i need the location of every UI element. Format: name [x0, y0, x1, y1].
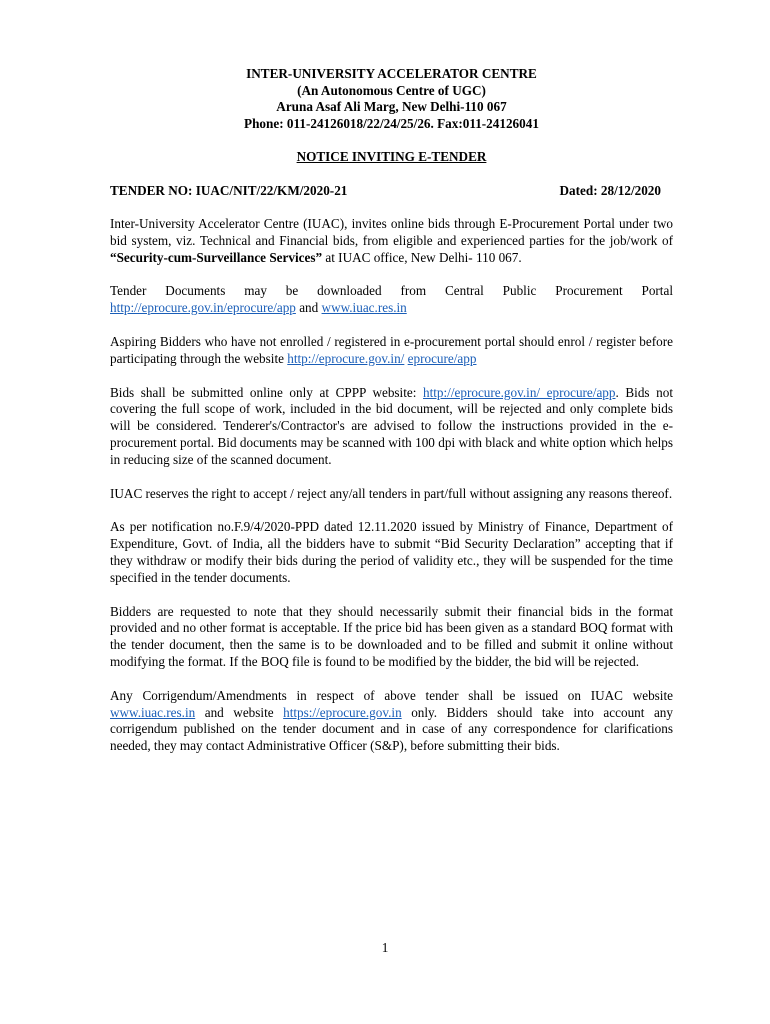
eprocure-app-link[interactable]: eprocure/app [407, 350, 477, 366]
service-name: “Security-cum-Surveillance Services” [110, 249, 323, 265]
text: and [295, 300, 322, 316]
paragraph-corrigendum [110, 688, 673, 755]
letterhead [110, 66, 673, 132]
tender-line [110, 183, 673, 199]
tender-date: Dated: 28/12/2020 [559, 183, 661, 198]
paragraph-enrolment [110, 334, 673, 368]
eprocure-link[interactable]: http://eprocure.gov.in/ [287, 350, 405, 366]
org-name: INTER-UNIVERSITY ACCELERATOR CENTRE [246, 66, 537, 81]
iuac-website-link[interactable]: www.iuac.res.in [110, 704, 196, 720]
paragraph-financial-bids: Bidders are requested to note that they should necessarily submit their financial bids in the format provided and no other format is acceptable. If the price bid has been given as a standard BOQ format with the tender document, then the same is to be downloaded and to be filled and submit it online without modifying the format. If the BOQ file is found to be modified by the bidder, the bid will be rejected. [110, 603, 673, 669]
text: and website [195, 704, 284, 720]
org-phone: Phone: 011-24126018/22/24/25/26. Fax:011-24126041 [244, 115, 539, 131]
eprocure-https-link[interactable]: https://eprocure.gov.in [283, 704, 402, 720]
text: . Bids not covering the full scope of work, included in the bid document, will be rejected and only complete bids will be considered. Tenderer's/Contractor's are advised to follow the instructions provided in the e-procurement portal. Bid documents may be scanned with 100 dpi with black and white option which helps in reducing size of the scanned document. [110, 384, 673, 467]
text: at IUAC office, New Delhi- 110 067. [322, 249, 522, 265]
text: Bids shall be submitted online only at CPPP website: [110, 384, 423, 400]
iuac-link[interactable]: www.iuac.res.in [321, 300, 407, 316]
text: Tender Documents may be downloaded from Central Public Procurement Portal [110, 283, 673, 299]
text: Aspiring Bidders who have not enrolled / registered in e-procurement portal should enrol / register before participating through the website [110, 333, 673, 366]
paragraph-rights: IUAC reserves the right to accept / reject any/all tenders in part/full without assigning any reasons thereof. [110, 485, 673, 501]
org-subtitle: (An Autonomous Centre of UGC) [297, 82, 486, 98]
paragraph-invitation [110, 216, 673, 266]
notice-title: NOTICE INVITING E-TENDER [296, 149, 487, 164]
text: Inter-University Accelerator Centre (IUAC), invites online bids through E-Procurement Portal under two bid system, viz. Technical and Financial bids, from eligible and experienced parties for the job/work of [110, 216, 673, 248]
org-address: Aruna Asaf Ali Marg, New Delhi-110 067 [276, 99, 507, 114]
document-page [110, 66, 673, 755]
text: only. Bidders should take into account any corrigendum published on the tender document and in case of any correspondence for clarifications needed, they may contact Administrative Officer (S&P), before submitting their bids. [110, 704, 673, 754]
paragraph-submission [110, 385, 673, 469]
paragraph-notification: As per notification no.F.9/4/2020-PPD dated 12.11.2020 issued by Ministry of Finance, Department of Expenditure, Govt. of India, all the bidders have to submit “Bid Security Declaration” accepting that if they withdraw or modify their bids during the period of validity etc., they will be suspended for the time specified in the tender documents. [110, 519, 673, 585]
cppp-link[interactable]: http://eprocure.gov.in/eprocure/app [110, 300, 296, 316]
paragraph-downloads [110, 283, 673, 317]
tender-number: TENDER NO: IUAC/NIT/22/KM/2020-21 [110, 183, 348, 198]
cppp-website-link[interactable]: http://eprocure.gov.in/ eprocure/app [423, 384, 616, 400]
page-number: 1 [381, 940, 389, 955]
text: Any Corrigendum/Amendments in respect of above tender shall be issued on IUAC website [110, 687, 673, 703]
